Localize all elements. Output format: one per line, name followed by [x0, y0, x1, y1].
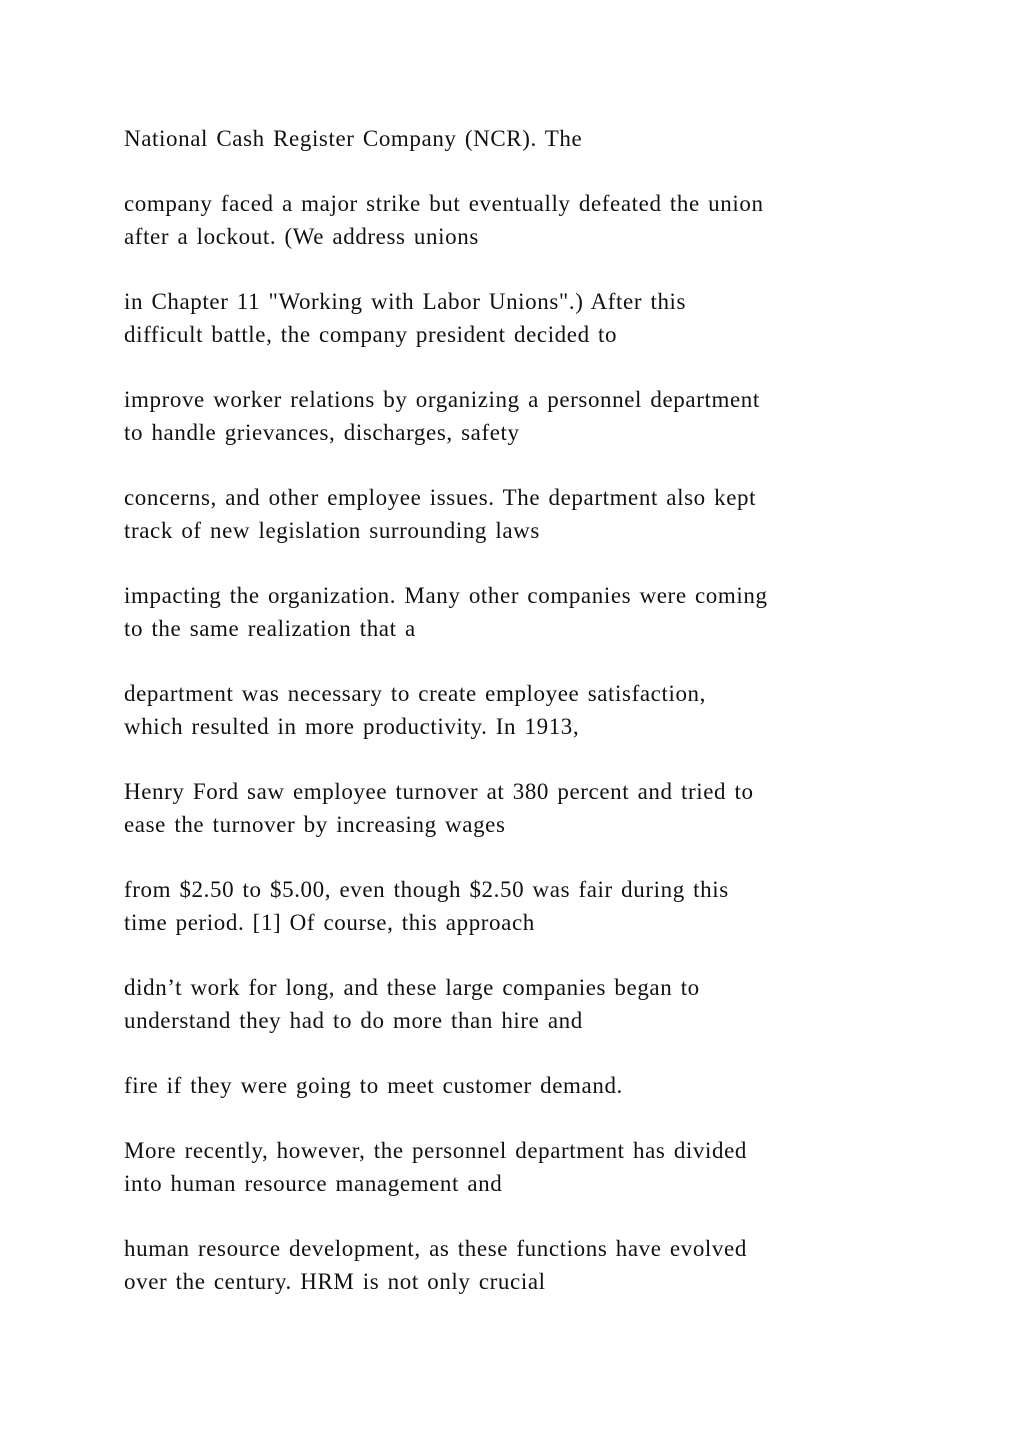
paragraph — [124, 481, 914, 547]
paragraph — [124, 873, 914, 939]
text-line: improve worker relations by organizing a personnel department — [124, 387, 760, 412]
text-line: after a lockout. (We address unions — [124, 224, 479, 249]
paragraph — [124, 677, 914, 743]
text-line: in Chapter 11 "Working with Labor Unions".) After this — [124, 289, 687, 314]
text-line: understand they had to do more than hire and — [124, 1008, 583, 1033]
paragraph — [124, 187, 914, 253]
text-line: to the same realization that a — [124, 616, 416, 641]
text-line: company faced a major strike but eventually defeated the union — [124, 191, 764, 216]
text-line: from $2.50 to $5.00, even though $2.50 was fair during this — [124, 877, 729, 902]
text-line: difficult battle, the company president decided to — [124, 322, 618, 347]
paragraph — [124, 1069, 914, 1102]
text-line: department was necessary to create employee satisfaction, — [124, 681, 706, 706]
paragraph — [124, 775, 914, 841]
text-line: track of new legislation surrounding laws — [124, 518, 540, 543]
text-line: More recently, however, the personnel department has divided — [124, 1138, 748, 1163]
text-line: time period. [1] Of course, this approach — [124, 910, 535, 935]
paragraph — [124, 579, 914, 645]
text-line: to handle grievances, discharges, safety — [124, 420, 520, 445]
paragraph — [124, 383, 914, 449]
text-line: human resource development, as these functions have evolved — [124, 1236, 747, 1261]
text-line: fire if they were going to meet customer demand. — [124, 1073, 623, 1098]
paragraph — [124, 122, 914, 155]
text-line: concerns, and other employee issues. The department also kept — [124, 485, 757, 510]
text-line: which resulted in more productivity. In 1913, — [124, 714, 580, 739]
paragraph — [124, 971, 914, 1037]
text-line: into human resource management and — [124, 1171, 503, 1196]
body-text — [124, 122, 914, 1330]
text-line: over the century. HRM is not only crucial — [124, 1269, 546, 1294]
text-line: impacting the organization. Many other companies were coming — [124, 583, 768, 608]
paragraph — [124, 1232, 914, 1298]
paragraph — [124, 285, 914, 351]
text-line: ease the turnover by increasing wages — [124, 812, 506, 837]
text-line: National Cash Register Company (NCR). The — [124, 126, 583, 151]
paragraph — [124, 1134, 914, 1200]
text-line: didn’t work for long, and these large companies began to — [124, 975, 700, 1000]
text-line: Henry Ford saw employee turnover at 380 percent and tried to — [124, 779, 754, 804]
